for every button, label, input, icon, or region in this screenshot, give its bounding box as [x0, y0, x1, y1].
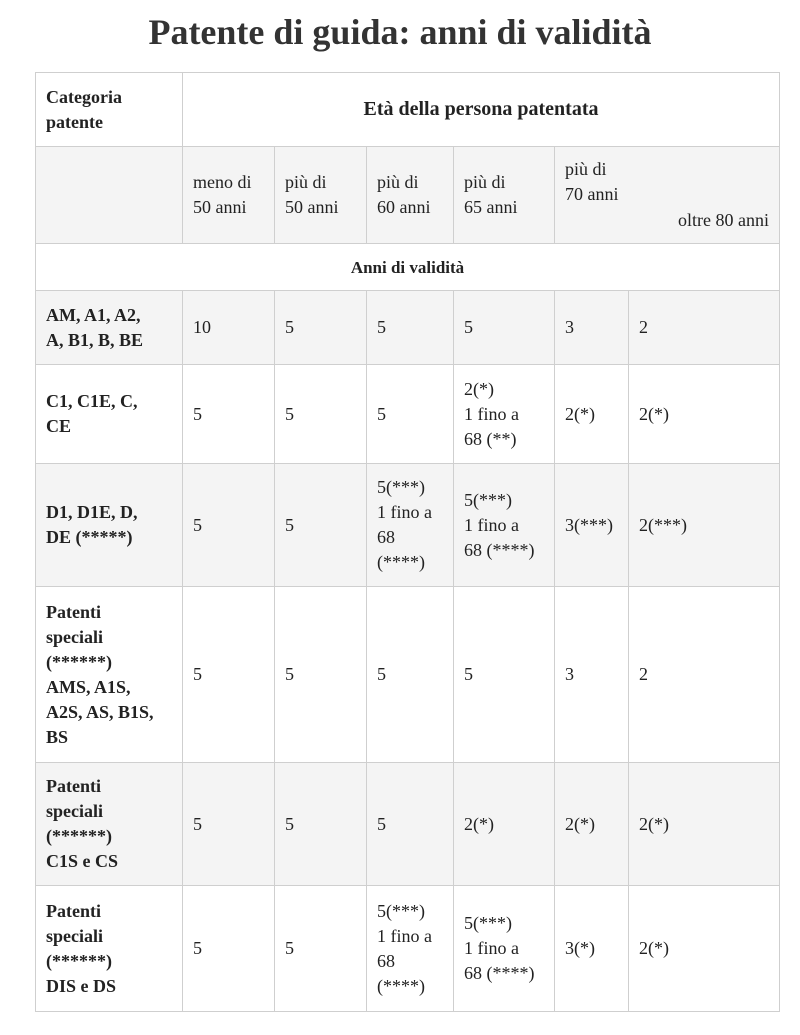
table-cell: 5 — [274, 364, 367, 464]
table-cell: 3 — [554, 290, 629, 365]
table-cell: 2(*) — [554, 364, 629, 464]
table-row-category: Patenti speciali (******) C1S e CS — [35, 762, 183, 886]
table-cell: 2(*) — [628, 364, 780, 464]
table-cell: 5 — [366, 290, 454, 365]
age-col-1: meno di 50 anni — [182, 146, 275, 244]
age-header: Età della persona patentata — [182, 72, 780, 147]
table-cell: 5 — [274, 586, 367, 763]
table-cell: 5 — [274, 762, 367, 886]
table-cell: 2(*) — [554, 762, 629, 886]
table-cell: 2(*) — [628, 762, 780, 886]
table-row-category: D1, D1E, D, DE (*****) — [35, 463, 183, 587]
table-cell: 5 — [274, 885, 367, 1012]
table-cell: 5 — [182, 586, 275, 763]
validity-label: Anni di validità — [35, 243, 780, 291]
table-cell: 2 — [628, 290, 780, 365]
table-cell: 3(***) — [554, 463, 629, 587]
table-cell: 5 — [366, 586, 454, 763]
table-cell: 5(***) 1 fino a 68 (****) — [366, 463, 454, 587]
table-cell: 5(***) 1 fino a 68 (****) — [453, 463, 555, 587]
age-col-3: più di 60 anni — [366, 146, 454, 244]
table-cell: 5(***) 1 fino a 68 (****) — [366, 885, 454, 1012]
table-cell: 5 — [182, 364, 275, 464]
table-cell: 2 — [628, 586, 780, 763]
table-row-category: Patenti speciali (******) DIS e DS — [35, 885, 183, 1012]
table-cell: 5(***) 1 fino a 68 (****) — [453, 885, 555, 1012]
table-cell: 5 — [274, 290, 367, 365]
table-row-category: C1, C1E, C, CE — [35, 364, 183, 464]
validity-table — [35, 72, 780, 1012]
table-cell: 2(***) — [628, 463, 780, 587]
page-title: Patente di guida: anni di validità — [148, 12, 652, 52]
age-col-5-label: più di 70 anni — [565, 159, 619, 204]
table-cell: 10 — [182, 290, 275, 365]
age-header-empty — [35, 146, 183, 244]
table-cell: 2(*) — [628, 885, 780, 1012]
table-cell: 2(*) 1 fino a 68 (**) — [453, 364, 555, 464]
table-cell: 5 — [366, 762, 454, 886]
table-cell: 5 — [182, 762, 275, 886]
table-cell: 5 — [366, 364, 454, 464]
category-header: Categoria patente — [35, 72, 183, 147]
table-row-category: AM, A1, A2, A, B1, B, BE — [35, 290, 183, 365]
age-col-4: più di 65 anni — [453, 146, 555, 244]
table-row-category: Patenti speciali (******) AMS, A1S, A2S, AS, B1S, BS — [35, 586, 183, 763]
table-cell: 3(*) — [554, 885, 629, 1012]
table-cell: 5 — [453, 586, 555, 763]
age-col-2: più di 50 anni — [274, 146, 367, 244]
age-col-5-6 — [554, 146, 780, 244]
table-cell: 3 — [554, 586, 629, 763]
table-cell: 5 — [453, 290, 555, 365]
age-col-6-label: oltre 80 anni — [678, 210, 769, 230]
table-cell: 5 — [274, 463, 367, 587]
table-cell: 5 — [182, 885, 275, 1012]
table-cell: 2(*) — [453, 762, 555, 886]
table-cell: 5 — [182, 463, 275, 587]
